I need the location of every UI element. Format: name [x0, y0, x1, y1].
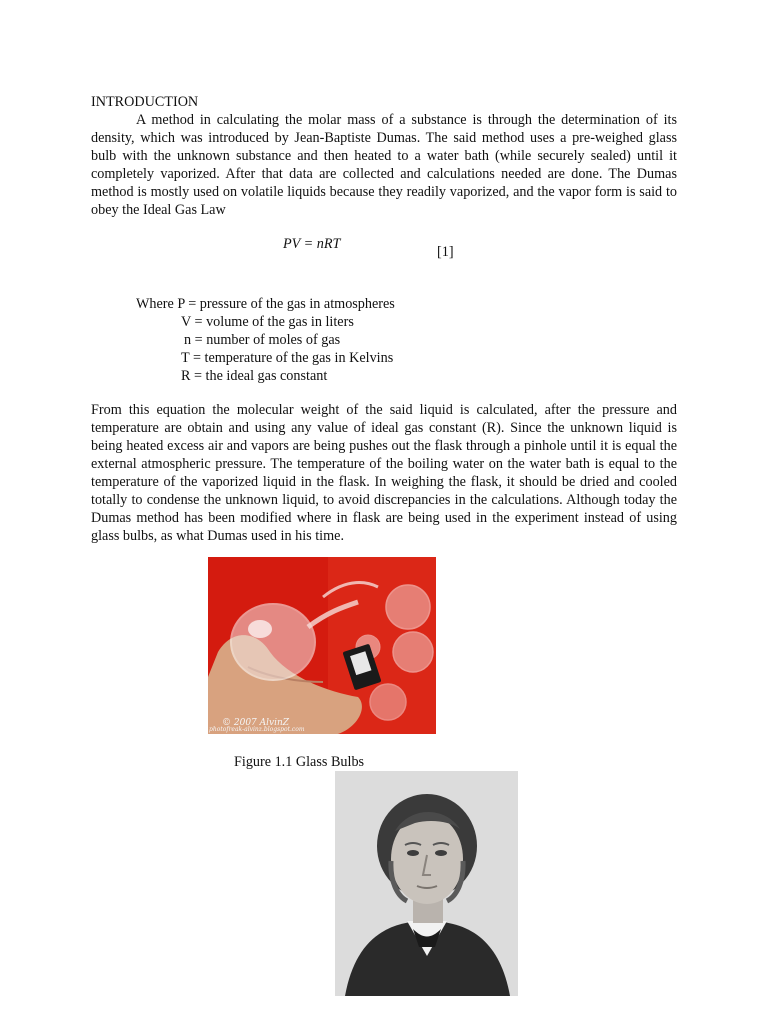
method-paragraph: From this equation the molecular weight of the said liquid is calculated, after the pressure and temperature are obtain and using any value of ideal gas constant (R). Since the unknown liquid is being heated excess air and vapors are being pushes out the flask through a pinhole until it is equal the external atmospheric pressure. The temperature of the boiling water on the water bath is equal to the temperature of the vaporized liquid in the flask. In weighing the flask, it should be dried and cooled totally to condense the unknown liquid, to avoid discrepancies in the calculations. Although today the Dumas method has been modified where in flask are being used in the experiment instead of using glass bulbs, as what Dumas used in his time. [91, 402, 677, 544]
definition-line: T = temperature of the gas in Kelvins [181, 350, 394, 366]
equation-number: [1] [437, 244, 454, 260]
glass-bulbs-illustration [208, 557, 436, 734]
photo-credit-url: photofreak-alvinz.blogspot.com [209, 726, 305, 733]
variable-definitions [91, 295, 677, 385]
definition-line: n = number of moles of gas [184, 332, 341, 348]
intro-paragraph: A method in calculating the molar mass of a substance is through the determination of its density, which was introduced by Jean-Baptiste Dumas. The said method uses a pre-weighed glass bulb with the unknown substance and then heated to a water bath (while securely sealed) until it completely vaporized. After that data are collected and calculations needed are done. The Dumas method is mostly used on volatile liquids because they readily vaporized, and the vapor form is said to obey the Ideal Gas Law [91, 112, 677, 218]
definition-line: R = the ideal gas constant [181, 368, 328, 384]
glass-bulbs-photo [208, 557, 436, 734]
section-heading: INTRODUCTION [91, 94, 199, 110]
definition-line: V = volume of the gas in liters [181, 314, 354, 330]
photo-credit: © 2007 AlvinZ [222, 718, 290, 728]
portrait-illustration [335, 771, 518, 996]
figure-caption: Figure 1.1 Glass Bulbs [234, 754, 365, 770]
dumas-portrait [335, 771, 518, 996]
document-body [91, 93, 677, 545]
equation-text: PV = nRT [283, 236, 341, 252]
ideal-gas-equation [91, 235, 677, 285]
definition-line: Where P = pressure of the gas in atmospheres [136, 296, 395, 312]
